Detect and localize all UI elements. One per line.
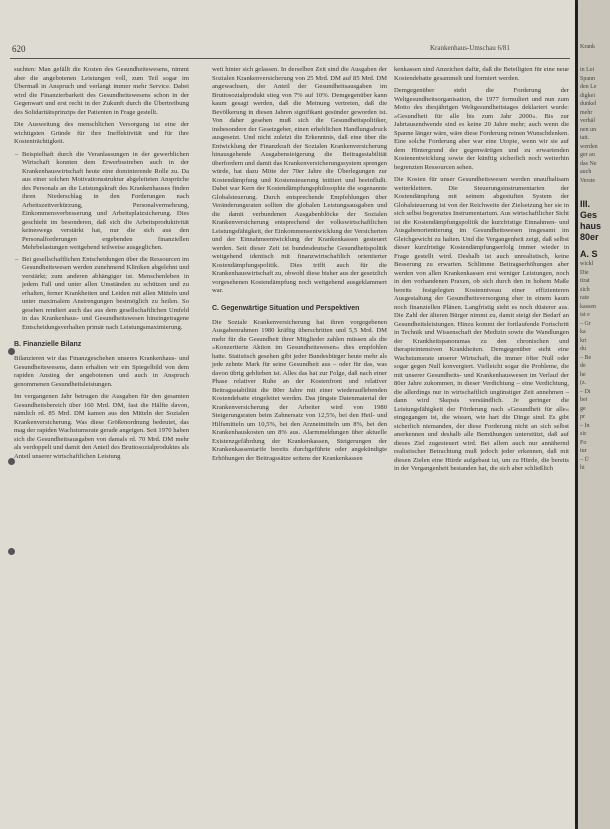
paragraph: Im vergangenen Jahr betrugen die Ausgaben für den gesamten Gesundheitsbereich über 160 Mrd. DM, fast die Hälfte davon, nämlich rd. 85 Mrd. DM kamen aus den Mitteln der Sozialen Krankenversicherung. Was diese Größenordnung bedeutet, das mag der rapiden Wachstumsrate gerade angeigen. Seit 1970 haben sich die Gesundheitsausgaben von damals rd. 70 Mrd. DM mehr als verdoppelt und damit den Anteil des Bruttosozialproduktes als Anteil unserer wirtschaftlichen Leistung [14,393,189,460]
text-column-3 [394,66,569,478]
text-line-fragment: tur [580,448,587,454]
document-page-right [578,0,610,829]
paragraph: Die Kosten für unser Gesundheitswesen werden unaufhaltsam weiterklettern. Die Steuerungsinstrumentarien der Kostendämpfung mit seinem abgestuften System der Globalsteuerung ist von der Reichweite der Zielsetzung her sie in sich selbst begrenztes Instrumentarium. Aus wirtschaftlicher Sicht ist die Kostendämpfungspolitik die kurzfristige Einnahmen- und Ausgabenorientierung im Gesundheitswesen insgesamt im Gleichgewicht zu halten. Und die Vergangenheit zeigt, daß selbst dieser kurzfristige Kostendämpfungserfolg immer wieder in Frage gestellt wird. Deshalb ist auch unrealistisch, keine Besserung zu erwarten. Schlimme Beitragserhöhungen aber werden von allen Krankenkassen erst weniger Leistungen, noch in den vorhandenen Praxen, ob sich durch den in hohem Maße bereits festgelegten Kostenniveau einer effizienteren Ausgestaltung der Gesundheitsversorgung eher in einem kaum noch finanziellen Plänen. Langfristig sieht es noch düsterer aus. Die Zahl der älteren Bürger nimmt zu, damit steigt der Bedarf an Gesundheitsleistungen. Hinzu kommt der fortlaufende Fortschritt in Technik und Wissenschaft der Medizin sowie die Wandlungen der Krankheitspanoramas zu den chronischen und therapieintensiven Krankheiten. Demgegenüber steht eine Wachstumsrate unserer Wirtschaft, die immer öfter Null oder sogar gegen Null konvergiert. Vielleicht sogar die Probleme, die mit unserer Gesundheits- und Krankenhauswesen im Verlauf der 80er Jahre zukommen, in dieser Verdichtung – eine Verdichtung, die allerdings nur in wirtschaftlich ungünstiger Zeit annehmen – dann wird Skepsis verständlich. Je geringer die Leistungsfähigkeit der Förderung nach »Gesundheit für alle« eingegangen ist, die wissen, wie hart die Dinge sind. Es gibt sicherlich niemanden, der diese Forderung nicht an sich selbst anerkennen und deshalb alle Bemühungen unterstützt, daß auf dieses Ziel zugesteuert wird. Bei allem auch nur annähernd realistischer Betrachtung muß jedoch jeder erkennen, daß mit diesen Zielen eine Hürde aufgebaut ist, um zu Hürde, die bereits in der Vergangenheit bestanden hat, die sich aber schließlich [394,176,569,472]
subheading-fragment: A. S [580,249,598,259]
running-head: Krankenhaus-Umschau 6/81 [430,44,510,52]
text-line-fragment: digkei [580,92,595,99]
text-line-fragment: – Ü [580,456,589,463]
punch-hole [8,548,15,555]
text-line-fragment: ist e [580,312,590,318]
text-line-fragment: sich [580,286,590,293]
text-line-fragment: – In [580,422,590,429]
paragraph: suchten: Man gefällt die Kosten des Gesundheitswesens, nimmt aber die angebotenen Leistungen voll, zum Teil sogar im Übermaß in Anspruch und verlangt immer mehr Service. Dabei wird die Finanzierbarkeit des Gesundheitswesens schon in der Gegenwart und erst recht in der Zukunft durch die Übertreibung des Solidaritätsprinzips der Patienten in Frage gestellt. [14,66,189,116]
text-column-2 [212,66,387,467]
text-line-fragment: ger au [580,152,595,158]
text-line-fragment: he [580,371,586,378]
text-line-fragment: verhäl [580,118,595,124]
paragraph: weit hinter sich gelassen. In derselben Zeit sind die Ausgaben der Sozialen Krankenversicherung von 25 Mrd. DM auf 85 Mrd. DM angewachsen, der Anteil der Gesundheitsausgaben im Bruttosozialprodukt stieg von 7% auf 10%. Demgegenüber kann kaum gesagt werden, daß die Meinung vertreten, daß die Bevölkerung in diesen Jahren signifikant gesünder geworden ist. Von daher gesehen muß sich die Gesundheitspolitiker, insbesondere der Gesetzgeber, einen erheblichen Handlungsdruck ausgesetzt. Und nicht zuletzt die Erkenntnis, daß eine über die Entwicklung der Finanzkraft der Sozialen Krankenversicherung hinausgehende Ausgabensteigerung die Beitragsstabilität überfordern und damit das Krankenversicherungssystem sprengen würde, hat dazu Mitte der 70er Jahre die Überlegungen zur Kostendämpfung und Kostensteuerung initiiert und beeinflußt. Dabei war Kern der Kostendämpfungsphilosophie die sogenannte Globalsteuerung. Durch entsprechende Empfehlungen über Veränderungsraten sollten die globalen Leistungsausgaben und die damit verbundenen Ausgabenblöcke der Sozialen Krankenversicherung entsprechend der volkswirtschaftlichen Leistungsfähigkeit, der Einkommensentwicklung der Versicherten und der Einnahmeentwicklung der Krankenkassen gesteuert werden. Seit dieser Zeit ist bundesdeutsche Gesundheitspolitik weitgehend identisch mit finanzwirtschaftlich orientierter Kostendämpfungspolitik. Dies trifft auch für die Krankenhauswirtschaft zu, obwohl diese bisher aus der gesetzlich vorgesehenen Kostendämpfung noch weitgehend ausgeklammert war. [212,66,387,294]
text-column-1 [14,66,189,465]
section-heading-fragment: haus [580,221,602,231]
text-line-fragment: rate [580,295,589,301]
section-heading: B. Finanzielle Bilanz [14,341,82,348]
section-heading-fragment: Ges [580,210,598,220]
text-line-fragment: kassen [580,303,596,310]
paragraph: kenkassen sind Anzeichen dafür, daß die Beteiligten für eine neue Kostendebatte gesammelt und formiert werden. [394,66,569,82]
section-heading-fragment: 80er [580,232,599,242]
section-heading: C. Gegenwärtige Situation und Perspektiven [212,304,360,312]
text-column-fragment [580,66,610,473]
running-head: Krank [580,44,595,50]
text-line-fragment: (z. [580,380,587,386]
list-item: – Bei gesellschaftlichen Entscheidungen über die Ressourcen im Gesundheitswesen werden zunehmend Kliniken abgelehnt und verstärkt; zum anderen abhängiger ist. Menschenleben in jedem Fall und unter allen Umständen zu schützen und zu erhalten, ferner Krankheiten und Leiden mit allen Mitteln und unter maximalem Anstrengungen bestmöglich zu heilen. So gesehen rendiert auch das aus dem gesellschaftlichen Umfeld in das Krankenhaus- und Gesundheitswesen hineingetragene Entscheidungsverhalten primär nach Leistungsmaximierung. [22,256,189,333]
text-line-fragment: bei [580,397,588,403]
text-line-fragment: nen un [580,126,597,133]
paragraph: Die Soziale Krankenversicherung hat ihren vorgegebenen Ausgabenrahmen 1980 kräftig überschritten und 5,5 Mrd. DM mehr für die Gesundheit ihrer Mitglieder zahlen müssen als die »Konzertierte Aktion im Gesundheitswesen« dies empfohlen hatte. Statistisch gesehen gibt jeder Bundesbürger heute mehr als jede zehnte Mark für seine Gesundheit aus – oder für das, was davon übrig geblieben ist. Alles das hat zur Folge, daß nach einer Phase relativer Ruhe an der Kostenfront und relativer Beitragsstabilität die 80er Jahre mit einer wiederauflebenden Kostendebatte eingeleitet werden. Das jüngste Datenmaterial der Krankenversicherung der Arbeiter wird von 1980 Steigerungsraten beim Zahnersatz von 12,5%, bei den Heil- und Hilfsmitteln um 10,5%, bei den Arzneimitteln um 8%, bei den Krankenhauskosten um 8% aus. Alarmmeldungen über aktuelle Existenzgefährdung der Krankenkassen, Steigerungen der Krankenkassentarife bereits durchgeführte oder angekündigte Erhöhungen der Beitragssätze seitens der Krankenkassen [212,318,387,462]
text-line-fragment: Verste [580,177,595,184]
text-line-fragment: in Lei [580,67,595,73]
text-line-fragment: pr [580,414,585,420]
text-line-fragment: du [580,346,586,352]
text-line-fragment: tirat [580,278,590,284]
text-line-fragment: werden [580,143,598,150]
section-heading-fragment: III. [580,199,591,209]
text-line-fragment: auch [580,169,592,175]
paragraph: Bilanzieren wir das Finanzgeschehen unseres Krankenhaus- und Gesundheitswesens, dann erhalten wir ein Spiegelbild von dem rapiden Anstieg der angebotenen und auch in Anspruch genommenen Gesundheitsleistungen. [14,355,189,388]
text-line-fragment: hi [580,465,585,471]
text-line-fragment: – Di [580,388,591,395]
text-line-fragment: ka [580,329,586,335]
text-line-fragment: sic [580,431,587,437]
text-line-fragment: den Le [580,84,597,90]
text-line-fragment: de [580,363,586,369]
paragraph: Demgegenüber steht die Forderung der Weltgesundheitsorganisation, die 1977 formuliert und nun zum Motto des diesjährigen Weltgesundheitstages deklariert wurde: »Gesundheit für alle bis zum Jahr 2000«. Bis zur Jahrtausendwende sind es keine 20 Jahre mehr; auch wenn die Spanne länger wäre, wäre diese Forderung reinen Wunschdenken. Eine solche Forderung aber war eine Utopie, wenn wir sie auf dem Hintergrund der gegenwärtigen und zu erwartenden Kostenentwicklung sowie der künftig sicherlich noch weiterhin begrenzten Ressourcen sehen. [394,87,569,171]
bullet-list [14,151,189,333]
text-line-fragment: das Ne [580,160,597,167]
text-line-fragment: Die [580,269,589,276]
text-line-fragment: kri [580,337,587,344]
page-number: 620 [12,44,26,54]
text-line-fragment: mehr [580,109,593,116]
text-line-fragment: Spann [580,75,595,82]
text-line-fragment: – Gr [580,320,591,327]
text-line-fragment: ge [580,405,586,412]
list-item: – Beispielhaft durch die Veranlassungen in der gewerblichen Wirtschaft konnten dem Erwerbsstreben auch in der Krankenhauswirtschaft heute eine dominierende Rolle zu. Da aus einer solchen Motivationsstruktur abgeleiteten Ansprüche des Personals an die Leistungskraft des Krankenhauses finden ihren Niederschlag in den Forderungen nach Arbeitszeitverkürzung, Personalvermehrung, Einkommensverbesserung und Arbeitsplatzsicherung. Dies geschieht im besonderen, daß sich die Arbeitsproduktivität keineswegs verstärkt hat, nur die sich aus den Personalforderungen ergebenden finanziellen Mehrbelastungen weitgehend teilweise ausgeglichen. [22,151,189,253]
text-line-fragment: – Be [580,354,592,361]
text-line-fragment: Fo [580,439,587,446]
text-line-fragment: dunkel [580,101,597,107]
text-line-fragment: wickl [580,261,594,267]
text-line-fragment: tatt. [580,135,590,141]
paragraph: Die Ausweitung des menschlichen Versorgung ist eine der wichtigsten Gründe für ihre Ineffektivität und für ihre Kostenträchtigkeit. [14,121,189,145]
header-rule [10,58,570,59]
